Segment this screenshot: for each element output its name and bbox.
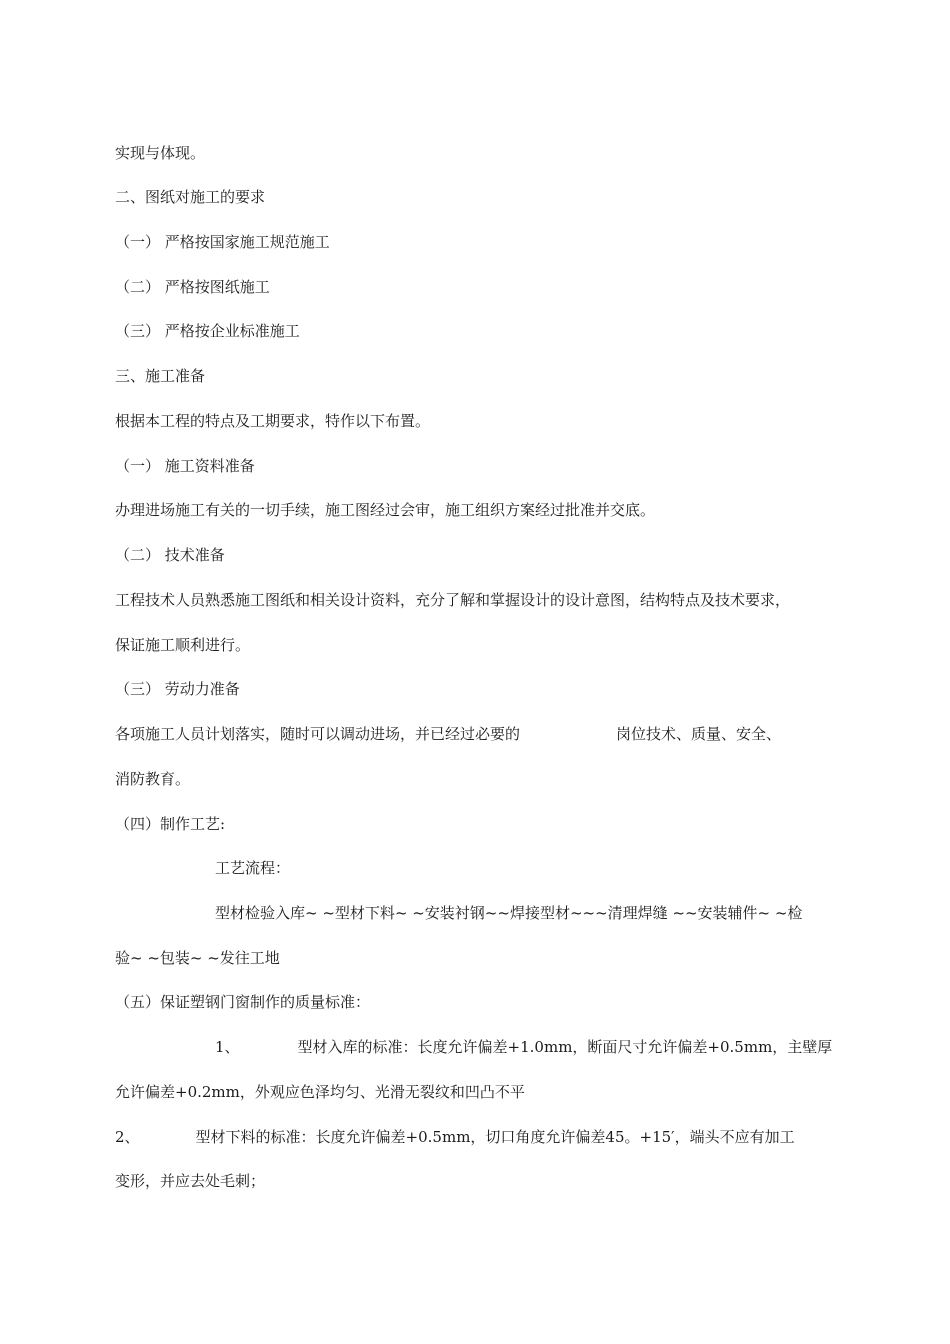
numbered-item: [215, 1037, 832, 1057]
process-flow-line: 验~ ~包装~ ~发往工地: [115, 949, 280, 967]
subsection-heading: （三） 劳动力准备: [115, 680, 240, 698]
text-line: 允许偏差+0.2mm，外观应色泽均匀、光滑无裂纹和凹凸不平: [115, 1083, 525, 1101]
subsection-heading: （二） 技术准备: [115, 546, 225, 564]
text-line: 实现与体现。: [115, 144, 206, 162]
text-line: 保证施工顺利进行。: [115, 636, 251, 654]
text-segment: 岗位技术、质量、安全、: [616, 725, 782, 743]
process-flow-line: 型材检验入库~ ~型材下料~ ~安装衬钢~~焊接型材~~~清理焊缝 ~~安装辅件~ ~检: [215, 904, 803, 922]
text-line: 工程技术人员熟悉施工图纸和相关设计资料，充分了解和掌握设计的设计意图，结构特点及技术要求，: [115, 591, 791, 609]
section-heading-3: 三、施工准备: [115, 367, 206, 385]
subsection-heading: （五）保证塑钢门窗制作的质量标准：: [115, 993, 371, 1011]
text-line: 消防教育。: [115, 770, 191, 788]
numbered-item: [115, 1127, 795, 1147]
text-segment: 各项施工人员计划落实，随时可以调动进场，并已经过必要的: [115, 725, 521, 743]
item-text: 型材入库的标准：长度允许偏差+1.0mm，断面尺寸允许偏差+0.5mm，主壁厚: [297, 1038, 833, 1056]
section-heading-2: 二、图纸对施工的要求: [115, 188, 266, 206]
list-item: （三） 严格按企业标准施工: [115, 322, 300, 340]
item-text: 型材下料的标准：长度允许偏差+0.5mm，切口角度允许偏差45。+15′，端头不应有加工: [195, 1128, 795, 1146]
item-number: 1、: [215, 1038, 240, 1056]
text-line: 办理进场施工有关的一切手续，施工图经过会审，施工组织方案经过批准并交底。: [115, 501, 656, 519]
list-item: （二） 严格按图纸施工: [115, 278, 270, 296]
text-line: 变形，并应去处毛刺；: [115, 1172, 266, 1190]
subsection-heading: （一） 施工资料准备: [115, 457, 255, 475]
text-line: 根据本工程的特点及工期要求，特作以下布置。: [115, 412, 431, 430]
text-line: [115, 724, 781, 744]
item-number: 2、: [115, 1128, 140, 1146]
subsection-heading: （四）制作工艺:: [115, 815, 226, 833]
text-line: 工艺流程：: [215, 859, 291, 877]
list-item: （一） 严格按国家施工规范施工: [115, 233, 330, 251]
